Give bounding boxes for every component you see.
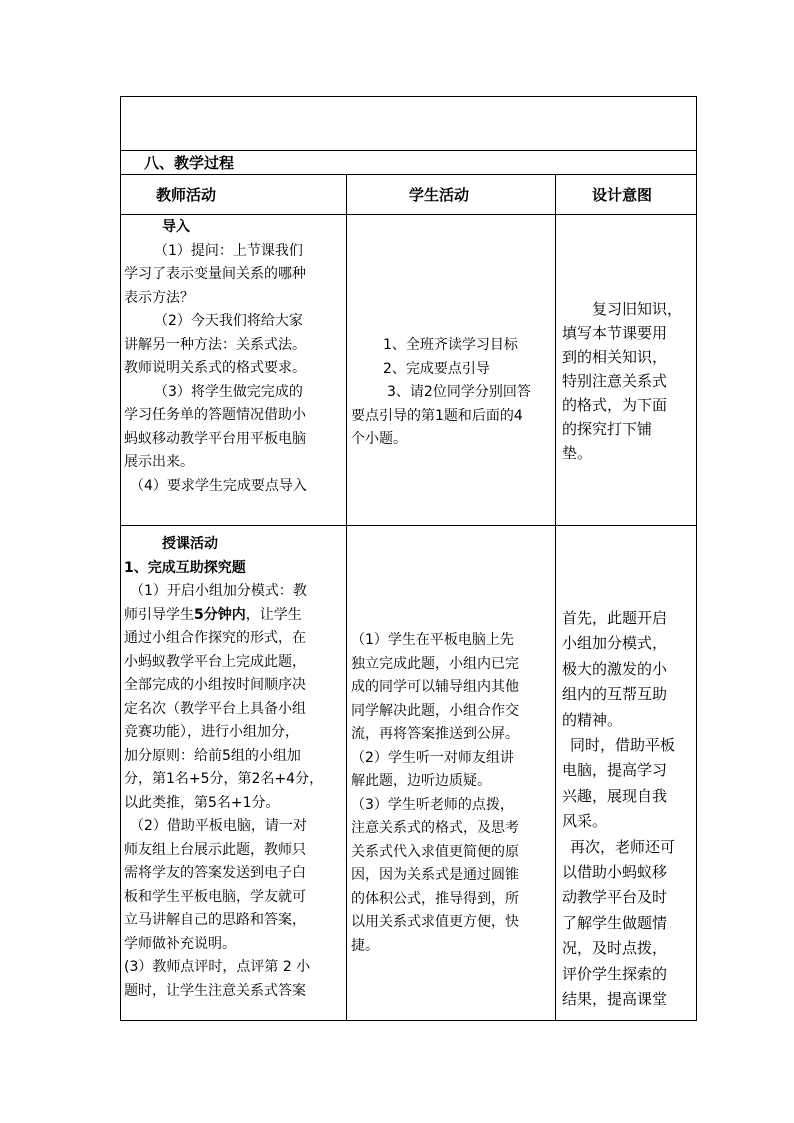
row2-student-line: 捷。: [351, 937, 379, 954]
row2-teacher-line: 分，第1名+5分，第2名+4分，: [124, 771, 324, 787]
row2-teacher-line: 需将学友的答案发送到电子白: [124, 865, 306, 881]
row2-design-line: 动教学平台及时: [562, 888, 668, 907]
row2-student-line: 解此题，边听边质疑。: [351, 773, 491, 789]
row1-design-cell: [562, 297, 682, 465]
section-title: 八、教学过程: [144, 154, 235, 172]
row2-design-line: 组内的互帮互助: [562, 685, 668, 704]
table-border-col2: [555, 174, 556, 1021]
row2-design-line: 了解学生做题情: [562, 913, 668, 932]
row1-teacher-line: 讲解另一种方法：关系式法。: [124, 336, 306, 353]
row2-design-line: 以借助小蚂蚁移: [562, 863, 668, 882]
row2-student-line: 成的同学可以辅导组内其他: [351, 679, 519, 695]
row2-student-line: 关系式代入求值更简便的原: [351, 843, 519, 860]
row2-teacher-line: 竞赛功能），进行小组加分，: [124, 724, 299, 740]
header-student-activity: 学生活动: [409, 186, 470, 204]
table-border-top: [120, 96, 697, 97]
row1-design-line: 的探究打下铺: [562, 420, 653, 438]
table-border-row1-bottom: [120, 525, 697, 526]
row1-student-line: 个小题。: [351, 431, 407, 447]
row2-design-line: 再次，老师还可: [570, 837, 676, 856]
row1-design-line: 垫。: [562, 444, 593, 462]
row2-student-line: 以用关系式求值更方便，快: [351, 914, 519, 930]
row1-teacher-line: 展示出来。: [124, 454, 194, 470]
row2-student-line: 同学解决此题，小组合作交: [351, 702, 519, 719]
row1-student-line: 2、完成要点引导: [383, 360, 490, 377]
row2-teacher-line2-prefix: 师引导学生: [124, 606, 194, 623]
row2-design-line: 结果，提高课堂: [562, 990, 668, 1009]
row1-student-line: 要点引导的第1题和后面的4: [351, 407, 523, 424]
row2-design-line: 小组加分模式，: [562, 634, 668, 653]
row2-teacher-line: 小蚂蚁教学平台上完成此题，: [124, 653, 306, 670]
row2-teacher-line2-bold: 5分钟内: [194, 606, 246, 623]
row2-design-line: 的精神。: [562, 710, 623, 729]
table-border-left: [120, 96, 121, 1021]
row2-design-line: 风采。: [562, 812, 608, 831]
header-design-intent: 设计意图: [592, 186, 653, 204]
row2-teacher-cell: [124, 533, 323, 1003]
row1-teacher-line: （2）今天我们将给大家: [154, 313, 303, 329]
table-border-header-top: [120, 174, 697, 175]
row2-teacher-line: 通过小组合作探究的形式，在: [124, 630, 306, 646]
row2-design-line: 同时，借助平板: [570, 736, 676, 755]
row1-teacher-cell: [124, 216, 307, 498]
table-border-bottom: [120, 1020, 697, 1021]
row2-teacher-line: 立马讲解自己的思路和答案，: [124, 912, 306, 928]
row2-teacher-subheading: 1、完成互助探究题: [124, 559, 246, 576]
row2-teacher-line: (3）教师点评时，点评第 2 小: [124, 959, 311, 975]
row2-teacher-line: 以此类推，第5名+1分。: [124, 794, 280, 811]
row2-design-line: 评价学生探索的: [562, 964, 668, 983]
table-border-header-bottom: [120, 214, 697, 215]
row2-teacher-line2-suffix: ，让学生: [245, 606, 302, 623]
row1-teacher-line: 表示方法？: [124, 289, 194, 306]
row1-teacher-line: （1）提问：上节课我们: [154, 242, 303, 259]
row2-student-line: （1）学生在平板电脑上先: [351, 632, 514, 648]
row2-design-line: 极大的激发的小: [562, 659, 668, 678]
row1-teacher-line: 学习任务单的答题情况借助小: [124, 407, 306, 423]
row2-teacher-line: 学师做补充说明。: [124, 935, 236, 952]
row2-student-line: 流，再将答案推送到公屏。: [351, 726, 519, 742]
row1-teacher-line: 学习了表示变量间关系的哪种: [124, 266, 306, 282]
header-teacher-activity: 教师活动: [156, 186, 217, 204]
row1-design-line: 复习旧知识，: [592, 300, 683, 318]
row2-teacher-line: 板和学生平板电脑，学友就可: [124, 888, 306, 905]
row2-teacher-line: 师友组上台展示此题，教师只: [124, 841, 306, 858]
row2-teacher-line: 题时，让学生注意关系式答案: [124, 982, 306, 999]
table-border-section: [120, 150, 697, 151]
row2-teacher-heading: 授课活动: [162, 536, 218, 552]
row2-design-line: 电脑，提高学习: [562, 761, 668, 780]
row2-design-cell: [562, 606, 675, 1013]
table-border-col1: [346, 174, 347, 1021]
row2-student-line: 因，因为关系式是通过圆锥: [351, 867, 519, 883]
row2-student-line: （2）学生听一对师友组讲: [351, 749, 514, 766]
row1-design-line: 的格式，为下面: [562, 396, 668, 414]
row2-student-cell: [351, 629, 519, 958]
row1-student-cell: [351, 334, 531, 452]
row2-student-line: 独立完成此题，小组内已完: [351, 655, 519, 672]
row1-teacher-line: （4）要求学生完成要点导入: [130, 477, 307, 494]
row1-design-line: 到的相关知识，: [562, 348, 668, 366]
row2-teacher-line: （1）开启小组加分模式：教: [130, 583, 307, 599]
row2-teacher-line: 全部完成的小组按时间顺序决: [124, 677, 306, 693]
table-border-right: [696, 96, 697, 1021]
row1-student-line: 1、全班齐读学习目标: [383, 337, 518, 353]
row1-teacher-line: 教师说明关系式的格式要求。: [124, 360, 306, 376]
row2-teacher-line: （2）借助平板电脑，请一对: [130, 818, 307, 834]
row2-teacher-line: [124, 604, 323, 628]
row2-design-line: 兴趣，展现自我: [562, 786, 668, 805]
row2-teacher-line: 加分原则：给前5组的小组加: [124, 747, 301, 764]
row2-teacher-line: 定名次（教学平台上具备小组: [124, 700, 306, 717]
row1-design-line: 特别注意关系式: [562, 372, 668, 390]
row1-design-line: 填写本节课要用: [562, 324, 668, 342]
row1-teacher-line: （3）将学生做完完成的: [154, 383, 303, 400]
row2-student-line: （3）学生听老师的点拨，: [351, 796, 514, 813]
row2-student-line: 的体积公式，推导得到，所: [351, 890, 519, 907]
row2-design-line: 况，及时点拨，: [562, 939, 668, 958]
row1-teacher-line: 蚂蚁移动教学平台用平板电脑: [124, 430, 306, 447]
row2-design-line: 首先，此题开启: [562, 609, 668, 627]
row1-teacher-heading: 导入: [162, 219, 190, 235]
row1-student-line: 3、请2位同学分别回答: [387, 384, 531, 400]
row2-student-line: 注意关系式的格式，及思考: [351, 820, 519, 836]
